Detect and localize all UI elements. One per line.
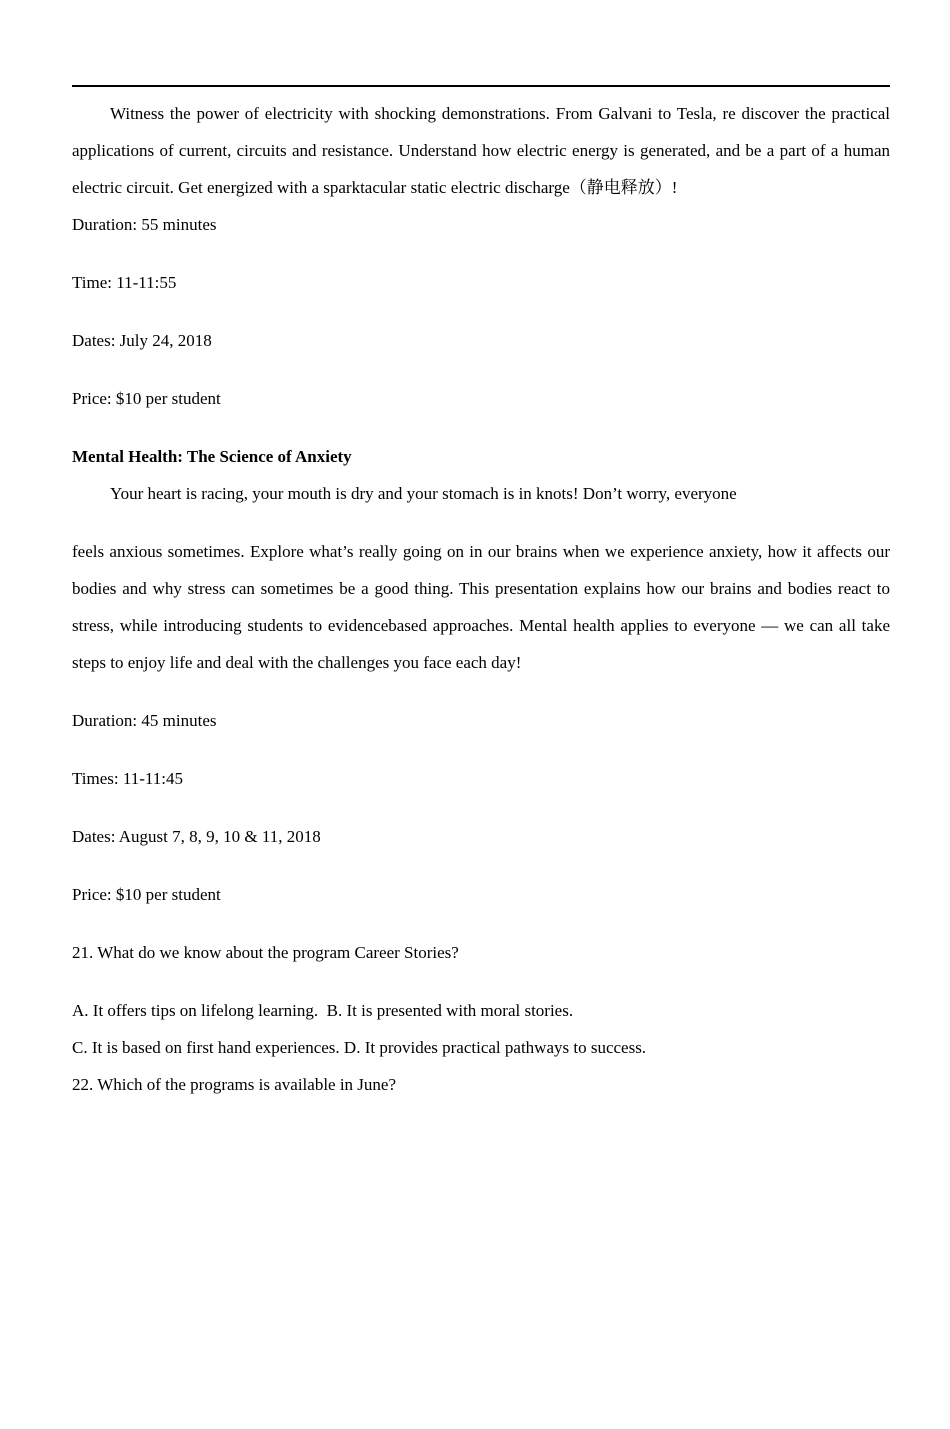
- question-21: 21. What do we know about the program Career Stories?: [72, 943, 459, 962]
- question-21-options-ab: A. It offers tips on lifelong learning. B. It is presented with moral stories.: [72, 1001, 574, 1020]
- paragraph-anxiety-body: feels anxious sometimes. Explore what’s really going on in our brains when we experience anxiety, how it affects our bodies and why stress can sometimes be a good thing. This presentation explains how our brains and bodies react to stress, while introducing students to evidencebased approaches. Mental health applies to everyone — we can all take steps to enjoy life and deal with the challenges you face each day!: [72, 542, 890, 672]
- header-rule: [72, 85, 890, 87]
- section-heading-mental-health: Mental Health: The Science of Anxiety: [72, 447, 352, 466]
- program2-dates: Dates: August 7, 8, 9, 10 & 11, 2018: [72, 827, 321, 846]
- paragraph-electricity-intro: Witness the power of electricity with shocking demonstrations. From Galvani to Tesla, re discover the practical applications of current, circuits and resistance. Understand how electric energy is generated, and be a part of a human electric circuit. Get energized with a sparktacular static electric discharge（静电释放）!: [72, 104, 890, 197]
- document-page: [0, 85, 950, 1103]
- program1-dates: Dates: July 24, 2018: [72, 331, 212, 350]
- paragraph-anxiety-intro-line: Your heart is racing, your mouth is dry and your stomach is in knots! Don’t worry, everyone: [110, 484, 737, 503]
- program1-price: Price: $10 per student: [72, 389, 221, 408]
- program1-time: Time: 11-11:55: [72, 273, 177, 292]
- program1-duration: Duration: 55 minutes: [72, 215, 217, 234]
- program2-duration: Duration: 45 minutes: [72, 711, 217, 730]
- program2-times: Times: 11-11:45: [72, 769, 183, 788]
- question-22: 22. Which of the programs is available in June?: [72, 1075, 397, 1094]
- program2-price: Price: $10 per student: [72, 885, 221, 904]
- question-21-options-cd: C. It is based on first hand experiences. D. It provides practical pathways to success.: [72, 1038, 647, 1057]
